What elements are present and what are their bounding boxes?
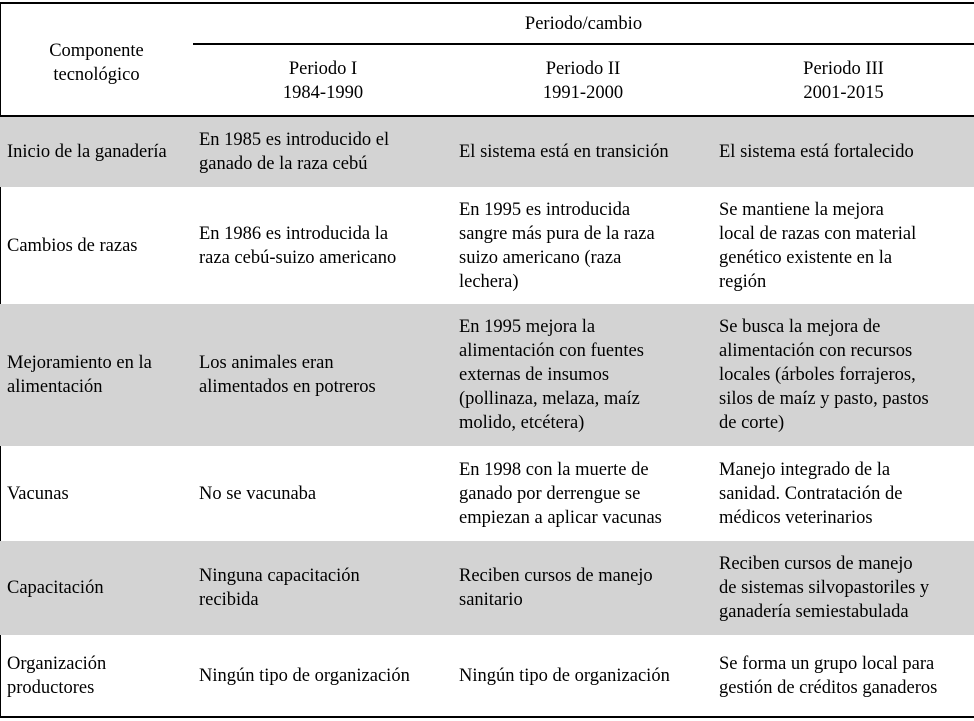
period-3-header (713, 57, 974, 105)
period-3-years: 2001-2015 (803, 83, 884, 103)
period-1-header (193, 57, 453, 105)
period-3-cell: Se busca la mejora de alimentación con recursos locales (árboles forrajeros, silos de maíz y pasto, pastos de corte) (719, 317, 929, 433)
period-2-years: 1991-2000 (542, 83, 624, 103)
period-1-cell: Ninguna capacitación recibida (199, 566, 360, 610)
period-2-cell: En 1995 mejora la alimentación con fuentes externas de insumos (pollinaza, melaza, maíz molido, etcétera) (459, 317, 644, 433)
period-3-cell: El sistema está fortalecido (719, 142, 914, 162)
period-3-cell: Se forma un grupo local para gestión de créditos ganaderos (719, 653, 938, 698)
period-group-header: Periodo/cambio (524, 14, 643, 34)
period-2-cell: Ningún tipo de organización (459, 665, 670, 686)
component-cell: Mejoramiento en la alimentación (7, 353, 152, 397)
period-1-cell: En 1986 es introducida la raza cebú-suizo americano (199, 223, 397, 268)
period-2-cell: En 1995 es introducida sangre más pura de la raza suizo americano (raza lechera) (459, 199, 655, 292)
component-header: Componente tecnológico (49, 41, 144, 85)
component-cell: Cambios de razas (7, 235, 138, 256)
period-3-cell: Manejo integrado de la sanidad. Contratación de médicos veterinarios (719, 459, 903, 528)
period-1-name: Periodo I (288, 59, 358, 79)
component-cell: Vacunas (7, 483, 69, 504)
component-cell: Inicio de la ganadería (7, 142, 167, 162)
period-3-cell: Se mantiene la mejora local de razas con material genético existente en la región (719, 199, 917, 292)
component-cell: Capacitación (7, 578, 104, 598)
table-row (0, 117, 974, 187)
top-rule (0, 2, 974, 4)
period-group-rule (193, 43, 974, 45)
component-cell: Organización productores (7, 653, 107, 698)
period-3-cell: Reciben cursos de manejo de sistemas silvopastoriles y ganadería semiestabulada (719, 554, 930, 622)
period-3-name: Periodo III (803, 59, 884, 79)
table-row (0, 304, 974, 446)
table-row (0, 541, 974, 635)
period-1-cell: En 1985 es introducido el ganado de la raza cebú (199, 130, 390, 174)
period-2-name: Periodo II (545, 59, 621, 79)
period-1-years: 1984-1990 (282, 83, 364, 103)
bottom-rule (0, 716, 974, 718)
period-2-cell: En 1998 con la muerte de ganado por derrengue se empiezan a aplicar vacunas (459, 459, 662, 528)
period-1-cell: No se vacunaba (199, 483, 317, 504)
period-1-cell: Los animales eran alimentados en potreros (199, 353, 376, 397)
table-row (0, 635, 974, 716)
period-2-cell: El sistema está en transición (459, 142, 669, 162)
period-2-cell: Reciben cursos de manejo sanitario (459, 566, 653, 610)
table-row (0, 187, 974, 304)
period-1-cell: Ningún tipo de organización (199, 665, 410, 686)
period-2-header (453, 57, 713, 105)
table-row (0, 446, 974, 541)
